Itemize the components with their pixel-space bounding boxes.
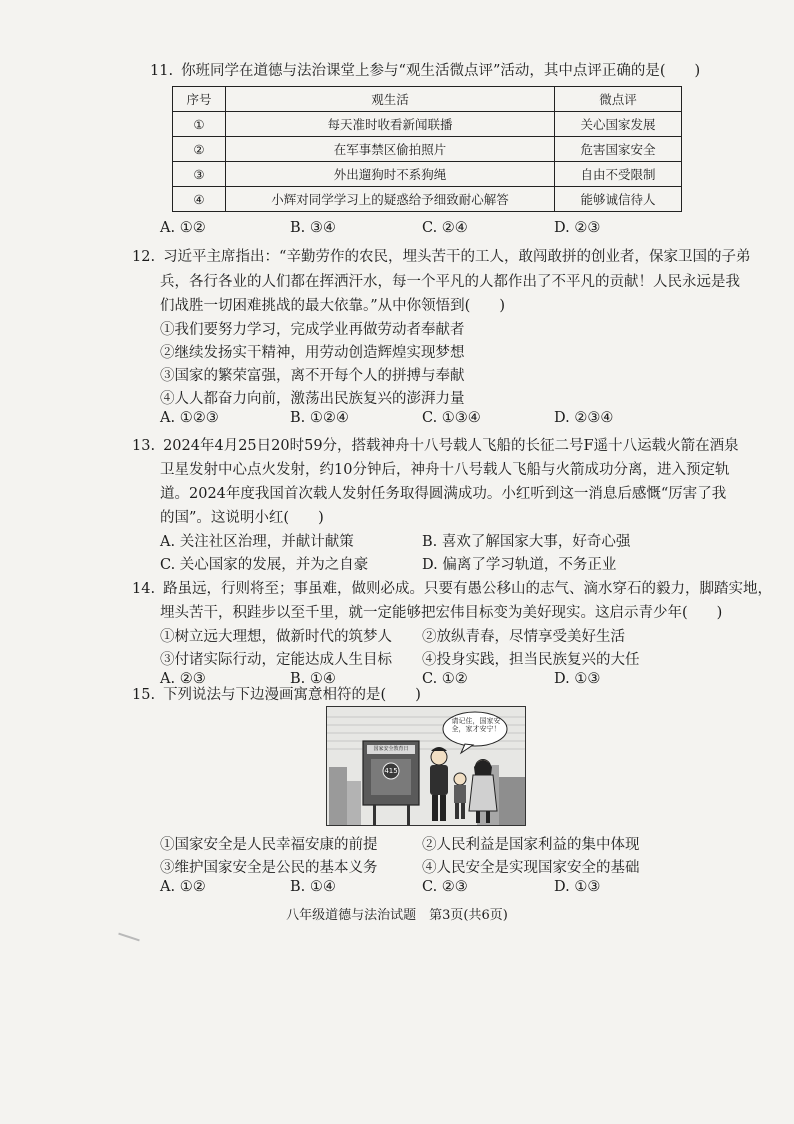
question-14-line-1: 14. 路虽远，行则将至；事虽难，做则必成。只要有愚公移山的志气、滴水穿石的毅力，脚踏实地， xyxy=(132,581,773,597)
option-a[interactable]: A. ①② xyxy=(160,879,206,895)
question-12-number: 12. xyxy=(132,249,156,265)
question-12-item-1: ①我们要努力学习，完成学业再做劳动者奉献者 xyxy=(160,322,465,338)
question-11-number: 11. xyxy=(150,63,174,79)
option-c[interactable]: C. ②③ xyxy=(422,879,468,895)
table-header-number: 序号 xyxy=(173,87,226,112)
cartoon-image xyxy=(326,706,526,826)
question-14-item-1: ①树立远大理想，做新时代的筑梦人 xyxy=(160,629,392,645)
question-13-line-2: 卫星发射中心点火发射，约10分钟后，神舟十八号载人飞船与火箭成功分离，进入预定轨 xyxy=(160,462,730,478)
table-cell: 关心国家发展 xyxy=(555,112,682,137)
table-header-life: 观生活 xyxy=(226,87,555,112)
table-cell: 小辉对同学学习上的疑惑给予细致耐心解答 xyxy=(226,187,555,212)
billboard-title: 国家安全教育日 xyxy=(373,746,409,752)
table-row xyxy=(173,187,682,212)
table-row xyxy=(173,137,682,162)
question-15-number: 15. xyxy=(132,687,156,703)
observation-table xyxy=(172,86,682,212)
table-cell: ④ xyxy=(173,187,226,212)
option-c[interactable]: C. ①② xyxy=(422,671,468,687)
table-row xyxy=(173,112,682,137)
table-cell: 危害国家安全 xyxy=(555,137,682,162)
question-14-line-2: 埋头苦干，积跬步以至千里，就一定能够把宏伟目标变为美好现实。这启示青少年( ) xyxy=(160,605,723,621)
option-a[interactable]: A. ②③ xyxy=(160,671,206,687)
option-a[interactable]: A. ①② xyxy=(160,220,206,236)
question-15-item-2: ②人民利益是国家利益的集中体现 xyxy=(422,837,640,853)
question-15-options xyxy=(150,879,670,901)
option-b[interactable]: B. ③④ xyxy=(290,220,336,236)
question-12-line-1: 12. 习近平主席指出：“辛勤劳作的农民，埋头苦干的工人，敢闯敢拼的创业者，保家卫国的子弟 xyxy=(132,249,751,265)
option-d[interactable]: D. ②③ xyxy=(554,220,601,236)
question-14-item-3: ③付诸实际行动，定能达成人生目标 xyxy=(160,652,392,668)
table-row xyxy=(173,162,682,187)
table-cell: ② xyxy=(173,137,226,162)
table-cell: 自由不受限制 xyxy=(555,162,682,187)
table-cell: 能够诚信待人 xyxy=(555,187,682,212)
question-13-option-b[interactable]: B. 喜欢了解国家大事，好奇心强 xyxy=(422,534,631,550)
page-footer: 八年级道德与法治试题 第3页(共6页) xyxy=(286,908,508,923)
option-d[interactable]: D. ①③ xyxy=(554,879,601,895)
question-11-stem: 11. 你班同学在道德与法治课堂上参与“观生活微点评”活动，其中点评正确的是( ) xyxy=(150,63,701,79)
scan-mark xyxy=(118,933,140,942)
question-13-line-1: 13. 2024年4月25日20时59分，搭载神舟十八号载人飞船的长征二号F遥十八运载火箭在酒泉 xyxy=(132,438,739,454)
question-11-options xyxy=(150,220,670,242)
question-15-item-4: ④人民安全是实现国家安全的基础 xyxy=(422,860,640,876)
question-15-item-3: ③维护国家安全是公民的基本义务 xyxy=(160,860,378,876)
question-12-item-2: ②继续发扬实干精神，用劳动创造辉煌实现梦想 xyxy=(160,345,465,361)
question-13-option-d[interactable]: D. 偏离了学习轨道，不务正业 xyxy=(422,557,617,573)
table-cell: ① xyxy=(173,112,226,137)
question-15-stem: 15. 下列说法与下边漫画寓意相符的是( ) xyxy=(132,687,421,703)
option-b[interactable]: B. ①②④ xyxy=(290,410,349,426)
question-12-item-4: ④人人都奋力向前，激荡出民族复兴的澎湃力量 xyxy=(160,391,465,407)
option-c[interactable]: C. ①③④ xyxy=(422,410,481,426)
question-13-line-3: 道。2024年度我国首次载人发射任务取得圆满成功。小红听到这一消息后感慨“厉害了我 xyxy=(160,486,727,502)
table-cell: 外出遛狗时不系狗绳 xyxy=(226,162,555,187)
question-12-line-2: 兵，各行各业的人们都在挥洒汗水，每一个平凡的人都作出了不平凡的贡献！人民永远是我 xyxy=(160,274,740,290)
question-14-number: 14. xyxy=(132,581,156,597)
option-d[interactable]: D. ①③ xyxy=(554,671,601,687)
question-12-options xyxy=(150,410,670,432)
question-13-option-c[interactable]: C. 关心国家的发展，并为之自豪 xyxy=(160,557,369,573)
question-14-item-2: ②放纵青春，尽情享受美好生活 xyxy=(422,629,625,645)
option-a[interactable]: A. ①②③ xyxy=(160,410,219,426)
question-14-item-4: ④投身实践，担当民族复兴的大任 xyxy=(422,652,640,668)
option-b[interactable]: B. ①④ xyxy=(290,879,336,895)
option-b[interactable]: B. ①④ xyxy=(290,671,336,687)
table-header-row xyxy=(173,87,682,112)
question-15-item-1: ①国家安全是人民幸福安康的前提 xyxy=(160,837,378,853)
option-c[interactable]: C. ②④ xyxy=(422,220,468,236)
table-header-comment: 微点评 xyxy=(555,87,682,112)
question-12-item-3: ③国家的繁荣富强，离不开每个人的拼搏与奉献 xyxy=(160,368,465,384)
table-cell: 在军事禁区偷拍照片 xyxy=(226,137,555,162)
billboard-badge: 415 xyxy=(384,767,398,775)
question-13-option-a[interactable]: A. 关注社区治理，并献计献策 xyxy=(160,534,354,550)
option-d[interactable]: D. ②③④ xyxy=(554,410,614,426)
speech-bubble-text: 请记住，国家安全，家才安宁！ xyxy=(451,717,501,733)
question-12-line-3: 们战胜一切困难挑战的最大依靠。”从中你领悟到( ) xyxy=(160,298,505,314)
table-cell: ③ xyxy=(173,162,226,187)
table-cell: 每天准时收看新闻联播 xyxy=(226,112,555,137)
question-13-line-4: 的国”。这说明小红( ) xyxy=(160,510,324,526)
question-13-number: 13. xyxy=(132,438,156,454)
